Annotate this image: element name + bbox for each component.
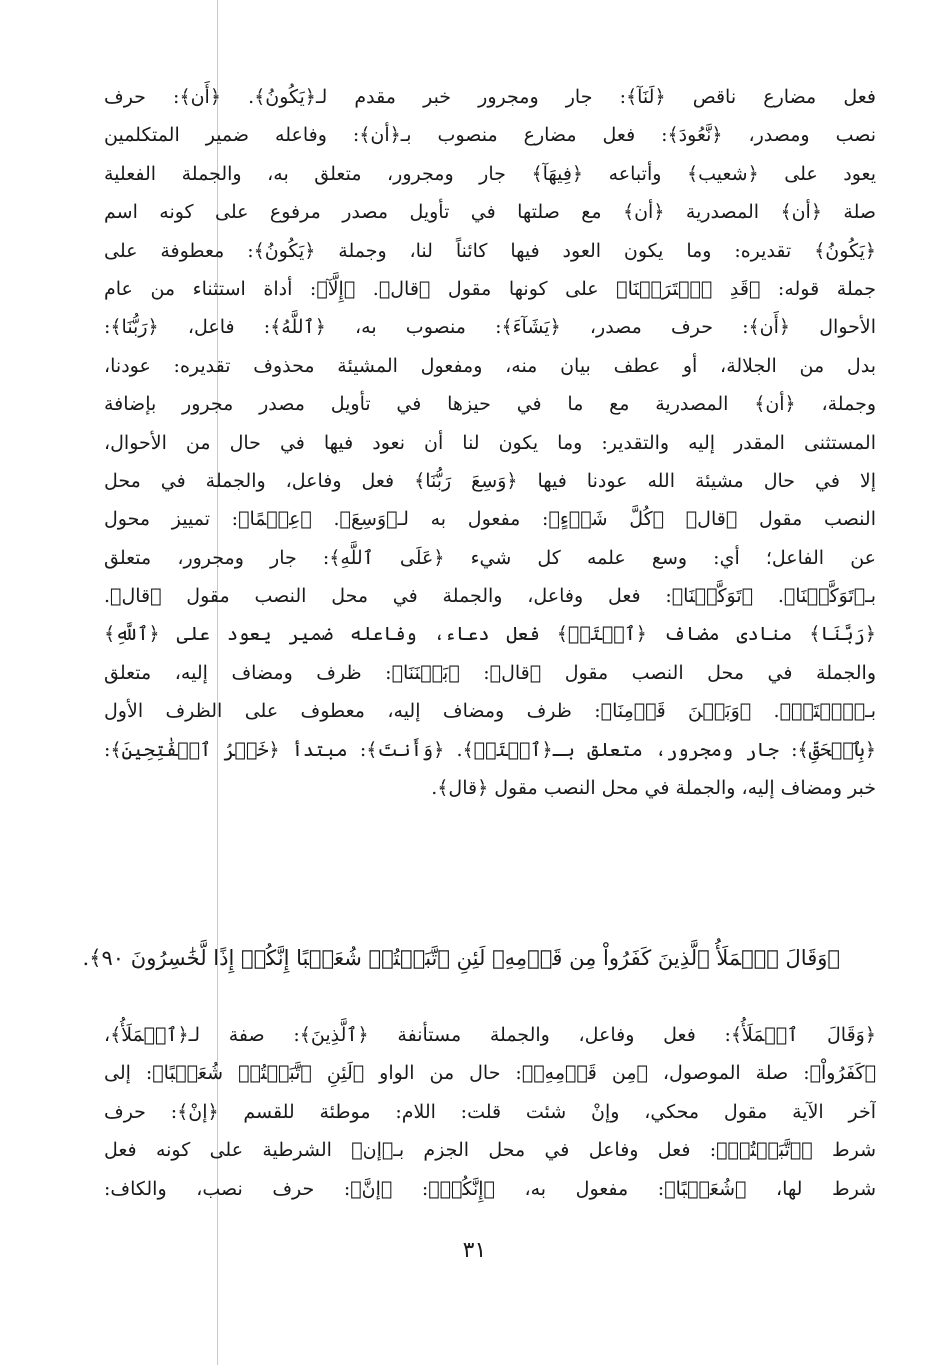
text-line: ﴿وَقَالَ ٱلۡمَلَأُ﴾: فعل وفاعل، والجملة مستأنفة ﴿ٱلَّذِينَ﴾: صفة لـ﴿ٱلۡمَلَأُ﴾، (104, 1024, 876, 1046)
text-line: الأحوال ﴿أَن﴾: حرف مصدر، ﴿يَشَآءَ﴾: منصوب به، ﴿ٱللَّهُ﴾: فاعل، ﴿رَبُّنَا﴾: (104, 316, 876, 339)
text-line: والجملة في محل النصب مقول ﴿قال﴾: ﴿بَيۡنَنَا﴾: ظرف ومضاف إليه، متعلق (104, 661, 876, 684)
quran-verse: ﴿وَقَالَ ٱلۡمَلَأُ ٱلَّذِينَ كَفَرُواْ مِن قَوۡمِهِۦ لَئِنِ ٱتَّبَعۡتُمۡ شُعَيۡبًا إِنَّكُمۡ إِذًا لَّخَٰسِرُونَ ٩٠﴾. (82, 946, 840, 970)
text-line: ﴿يَكُونُ﴾ تقديره: وما يكون العود فيها كائناً لنا، وجملة ﴿يَكُونُ﴾: معطوفة على (104, 239, 876, 262)
text-line: ﴿رَبَّنَا﴾ منادى مضاف ﴿ٱفۡتَحۡ﴾ فعل دعاء، وفاعله ضمير يعود على ﴿ٱللَّهِ﴾ (104, 623, 876, 646)
text-line: المستثنى المقدر إليه والتقدير: وما يكون لنا أن نعود فيها في حال من الأحوال، (104, 431, 876, 454)
text-line: شرط لها، ﴿شُعَيۡبًا﴾: مفعول به، ﴿إِنَّكُمۡ﴾: ﴿إنَّ﴾: حرف نصب، والكاف: (104, 1177, 876, 1200)
text-line: صلة ﴿أن﴾ المصدرية ﴿أن﴾ مع صلتها في تأويل مصدر مرفوع على كونه اسم (104, 201, 876, 224)
text-line: النصب مقول ﴿قال﴾ ﴿كُلَّ شَيۡءٍ﴾: مفعول به لـ﴿وَسِعَ﴾. ﴿عِلۡمًا﴾: تمييز محول (104, 508, 876, 531)
text-line: بـ﴿ٱفۡتَحۡ﴾. ﴿وَبَيۡنَ قَوۡمِنَا﴾: ظرف ومضاف إليه، معطوف على الظرف الأول (104, 700, 876, 723)
text-line: عن الفاعل؛ أي: وسع علمه كل شيء ﴿عَلَى ٱللَّهِ﴾: جار ومجرور، متعلق (104, 546, 876, 569)
text-line: ﴿بِٱلۡحَقِّ﴾: جار ومجرور، متعلق بـ﴿ٱفۡتَحۡ﴾. ﴿وَأَنتَ﴾: مبتدأ ﴿خَيۡرُ ٱلۡفَٰتِحِينَ﴾: (104, 738, 876, 761)
text-line: يعود على ﴿شعيب﴾ وأتباعه ﴿فِيهَآ﴾ جار ومجرور، متعلق به، والجملة الفعلية (104, 162, 876, 185)
text-line: فعل مضارع ناقص ﴿لَنَآ﴾: جار ومجرور خبر مقدم لـ﴿يَكُونُ﴾. ﴿أَن﴾: حرف (104, 86, 876, 108)
text-line: إلا في حال مشيئة الله عودنا فيها ﴿وَسِعَ رَبُّنَا﴾ فعل وفاعل، والجملة في محل (104, 469, 876, 492)
commentary-paragraph-1 (104, 78, 876, 807)
commentary-paragraph-2 (104, 1016, 876, 1208)
text-line: وجملة، ﴿أن﴾ المصدرية مع ما في حيزها في تأويل مصدر مجرور بإضافة (104, 393, 876, 416)
page-number: ٣١ (462, 1238, 487, 1263)
text-line: شرط ﴿ٱتَّبَعۡتُمۡ﴾: فعل وفاعل في محل الجزم بـ﴿إن﴾ الشرطية على كونه فعل (104, 1139, 876, 1162)
text-line: بدل من الجلالة، أو عطف بيان منه، ومفعول المشيئة محذوف تقديره: عودنا، (104, 354, 876, 377)
text-line: جملة قوله: ﴿قَدِ ٱفۡتَرَيۡنَا﴾ على كونها مقول ﴿قال﴾. ﴿إِلَّآ﴾: أداة استثناء من عام (104, 277, 876, 300)
text-line: خبر ومضاف إليه، والجملة في محل النصب مقول ﴿قال﴾. (431, 777, 876, 800)
text-line: بـ﴿تَوَكَّلۡنَا﴾. ﴿تَوَكَّلۡنَا﴾: فعل وفاعل، والجملة في محل النصب مقول ﴿قال﴾. (104, 585, 876, 608)
text-line: نصب ومصدر، ﴿نَّعُودَ﴾: فعل مضارع منصوب بـ﴿أن﴾: وفاعله ضمير المتكلمين (104, 124, 876, 147)
text-line: ﴿كَفَرُواْ﴾: صلة الموصول، ﴿مِن قَوۡمِهِۦ﴾: حال من الواو ﴿لَئِنِ ٱتَّبَعۡتُمۡ شُعَيۡبًا﴾: إلى (104, 1062, 876, 1085)
text-line: آخر الآية مقول محكي، وإنْ شئت قلت: اللام: موطئة للقسم ﴿إنْ﴾: حرف (104, 1100, 876, 1123)
